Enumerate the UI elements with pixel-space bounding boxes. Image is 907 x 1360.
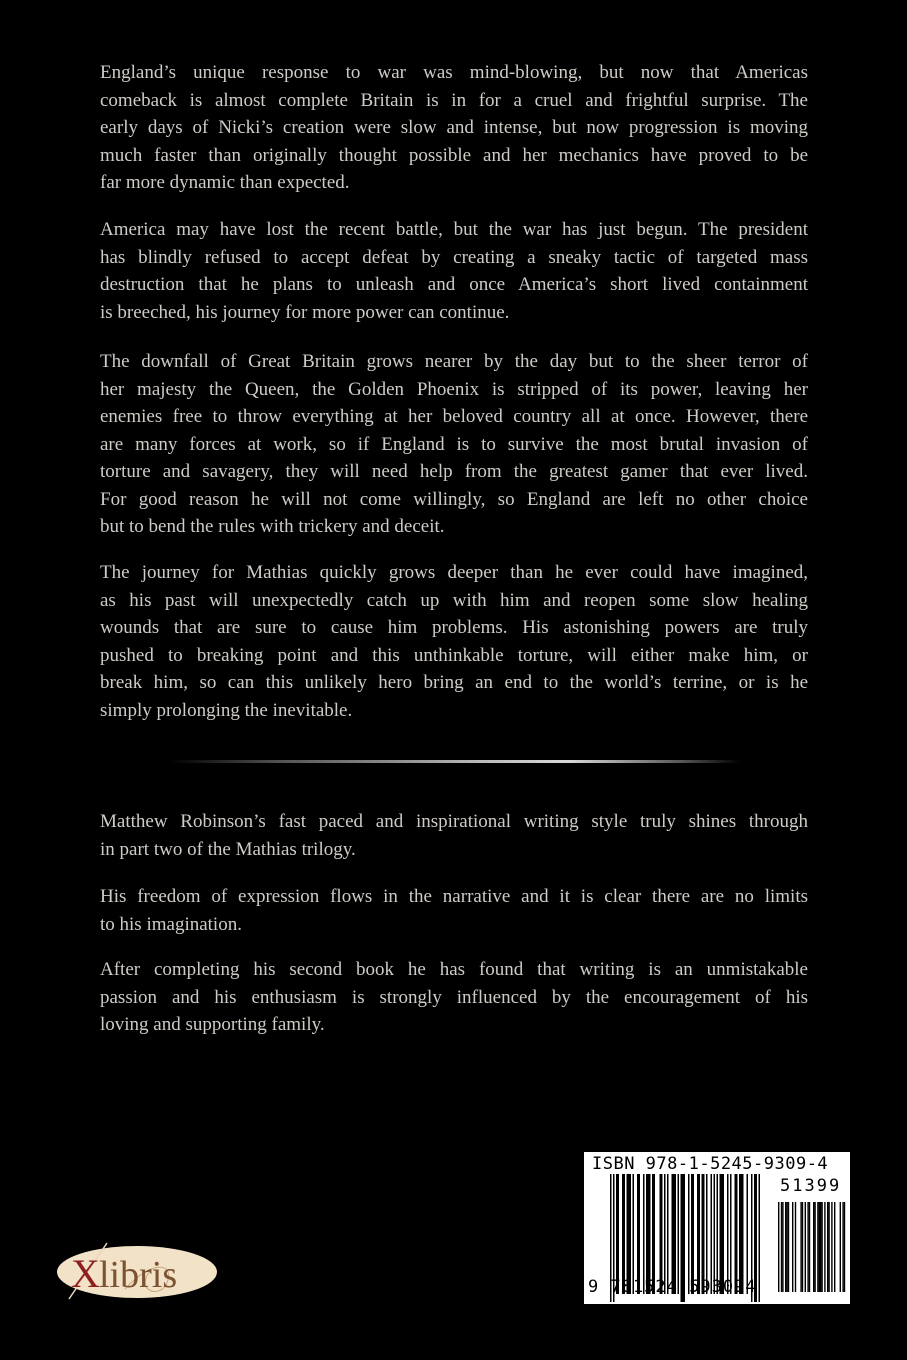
section-divider <box>170 760 740 763</box>
barcode-bar <box>691 1174 693 1294</box>
blurb-paragraph-3 <box>100 348 808 541</box>
text-line: America may have lost the recent battle, but the war has just begun. The president <box>100 219 808 240</box>
barcode-addon-bar <box>813 1202 814 1292</box>
text-line: destruction that he plans to unleash and once America’s short lived containment <box>100 274 808 295</box>
text-line: passion and his enthusiasm is strongly influenced by the encouragement of his <box>100 986 808 1008</box>
barcode-bar <box>697 1174 699 1294</box>
barcode-bar <box>759 1174 761 1302</box>
barcode-bar <box>688 1174 690 1294</box>
text-line: has blindly refused to accept defeat by creating a sneaky tactic of targeted mass <box>100 246 808 268</box>
text-line: early days of Nicki’s creation were slow and intense, but now progression is moving <box>100 117 808 138</box>
barcode-bar <box>720 1174 722 1294</box>
barcode-bar <box>667 1174 669 1294</box>
text-line: The journey for Mathias quickly grows deeper than he ever could have imagined, <box>100 562 808 583</box>
barcode-bar <box>648 1174 650 1294</box>
text-line: wounds that are sure to cause him problems. His astonishing powers are truly <box>100 617 808 638</box>
barcode-bar <box>736 1174 738 1294</box>
text-line: torture and savagery, they will need help from the greatest gamer that ever lived. <box>100 461 808 482</box>
barcode-addon-bar <box>820 1202 821 1292</box>
barcode-bar <box>649 1174 651 1294</box>
barcode-ean-number: 9 781524 593094 <box>588 1277 757 1297</box>
barcode-bar <box>741 1174 743 1294</box>
barcode-addon-bar <box>842 1202 843 1292</box>
barcode-bar <box>721 1174 723 1294</box>
author-bio-paragraph-3 <box>100 956 808 1039</box>
barcode-bar <box>637 1174 639 1294</box>
barcode-bar <box>624 1174 626 1294</box>
barcode-addon-bar <box>800 1202 801 1292</box>
barcode-addon-bar <box>807 1202 808 1292</box>
blurb-paragraph-2 <box>100 216 808 326</box>
text-line: to his imagination. <box>100 913 242 935</box>
text-line: far more dynamic than expected. <box>100 172 350 193</box>
barcode-bar <box>630 1174 632 1294</box>
barcode-addon-bar <box>827 1202 828 1292</box>
barcode-addon-bar <box>824 1202 825 1292</box>
text-line: pushed to breaking point and this unthinkable torture, will either make him, or <box>100 644 808 666</box>
barcode-bar <box>643 1174 645 1294</box>
barcode-addon-bar <box>840 1202 841 1292</box>
text-line: enemies free to throw everything at her beloved country all at once. However, there <box>100 406 808 427</box>
barcode-bar <box>627 1174 629 1294</box>
barcode-bar <box>646 1174 648 1294</box>
text-line: comeback is almost complete Britain is in for a cruel and frightful surprise. The <box>100 89 808 111</box>
barcode-bar <box>739 1174 741 1294</box>
text-line: are many forces at work, so if England is to survive the most brutal invasion of <box>100 433 808 455</box>
text-line: Matthew Robinson’s fast paced and inspirational writing style truly shines through <box>100 811 808 832</box>
barcode-addon-bar <box>785 1202 786 1292</box>
barcode-bar <box>628 1174 630 1294</box>
logo-libris: libris <box>99 1254 178 1296</box>
text-line: as his past will unexpectedly catch up with him and reopen some slow healing <box>100 589 808 611</box>
barcode-bar <box>730 1174 732 1294</box>
barcode-addon-bar <box>795 1202 796 1292</box>
text-line: her majesty the Queen, the Golden Phoenix is stripped of its power, leaving her <box>100 378 808 400</box>
isbn-label: ISBN 978-1-5245-9309-4 <box>592 1154 829 1174</box>
barcode-addon-bar <box>831 1202 832 1292</box>
barcode-addon-bar <box>788 1202 789 1292</box>
barcode-addon-bar <box>814 1202 815 1292</box>
barcode-bar <box>675 1174 677 1294</box>
barcode-bar <box>703 1174 705 1294</box>
barcode-bar <box>616 1174 618 1294</box>
barcode-bar <box>742 1174 744 1294</box>
text-line: The downfall of Great Britain grows nearer by the day but to the sheer terror of <box>100 351 808 372</box>
barcode-bar <box>661 1174 663 1294</box>
text-line: break him, so can this unlikely hero bring an end to the world’s terrine, or is he <box>100 672 808 693</box>
text-line: much faster than originally thought possible and her mechanics have proved to be <box>100 144 808 166</box>
blurb-paragraph-1 <box>100 59 808 197</box>
author-bio-paragraph-1 <box>100 808 808 863</box>
text-line: is breeched, his journey for more power can continue. <box>100 301 510 323</box>
barcode-addon-bar <box>786 1202 787 1292</box>
barcode-addon-bar <box>778 1202 779 1292</box>
barcode-addon-bar <box>844 1202 845 1292</box>
text-line: in part two of the Mathias trilogy. <box>100 838 356 860</box>
barcode-bar <box>723 1174 725 1294</box>
barcode-bar <box>633 1174 635 1294</box>
barcode-bar <box>717 1174 719 1294</box>
publisher-logo <box>55 1241 220 1301</box>
author-bio-paragraph-2 <box>100 883 808 938</box>
text-line: After completing his second book he has found that writing is an unmistakable <box>100 959 808 980</box>
barcode-addon-bar <box>834 1202 835 1292</box>
barcode-bar <box>664 1174 666 1294</box>
barcode-addon-bar <box>819 1202 820 1292</box>
barcode-addon-bar <box>805 1202 806 1292</box>
barcode-addon-bar <box>821 1202 822 1292</box>
barcode-bar <box>699 1174 701 1294</box>
barcode-addon-bar <box>782 1202 783 1292</box>
barcode-bar <box>652 1174 654 1294</box>
barcode-bar <box>735 1174 737 1294</box>
barcode-bar <box>747 1174 749 1294</box>
barcode-bar <box>693 1174 695 1294</box>
text-line: His freedom of expression flows in the narrative and it is clear there are no limits <box>100 886 808 907</box>
barcode-addon-bar <box>809 1202 810 1292</box>
barcode-addon-number: 51399 <box>780 1176 842 1196</box>
barcode-addon-bar <box>781 1202 782 1292</box>
barcode-bar <box>639 1174 641 1294</box>
barcode-bar <box>673 1174 675 1294</box>
blurb-paragraph-4 <box>100 559 808 724</box>
barcode-bar <box>727 1174 729 1294</box>
text-line: England’s unique response to war was mind-blowing, but now that Americas <box>100 62 808 83</box>
barcode-bar <box>678 1174 680 1294</box>
barcode-bar <box>654 1174 656 1294</box>
barcode-bar <box>672 1174 674 1294</box>
isbn-barcode <box>584 1152 850 1304</box>
barcode-bar <box>714 1174 716 1294</box>
logo-x: X <box>71 1251 100 1296</box>
barcode-addon-bar <box>792 1202 793 1292</box>
barcode-bar <box>702 1174 704 1294</box>
text-line: but to bend the rules with trickery and deceit. <box>100 516 445 537</box>
text-line: simply prolonging the inevitable. <box>100 699 353 721</box>
barcode-bar <box>706 1174 708 1294</box>
barcode-bar <box>711 1174 713 1294</box>
text-line: loving and supporting family. <box>100 1014 325 1035</box>
barcode-addon-bar <box>817 1202 818 1292</box>
barcode-addon-bar <box>802 1202 803 1292</box>
barcode-bar <box>622 1174 624 1294</box>
barcode-bar <box>660 1174 662 1294</box>
barcode-bar <box>618 1174 620 1294</box>
text-line: For good reason he will not come willingly, so England are left no other choice <box>100 488 808 510</box>
barcode-addon-bar <box>828 1202 829 1292</box>
